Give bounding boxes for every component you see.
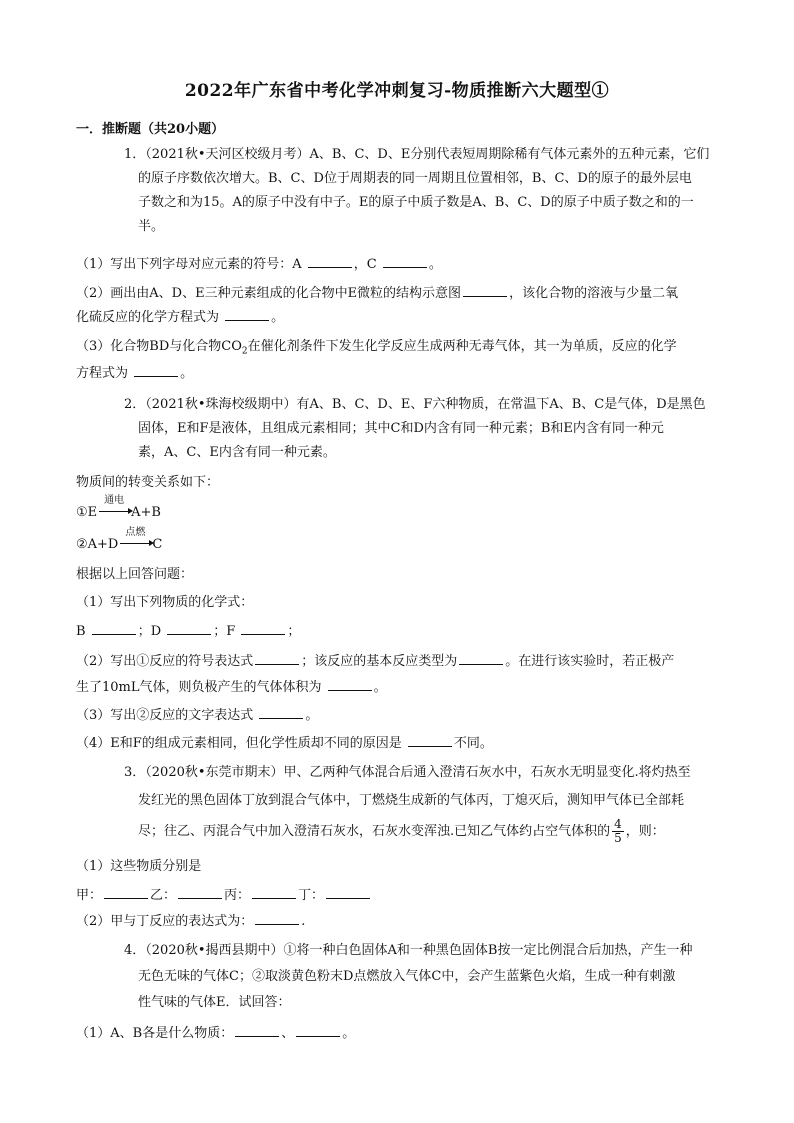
q2-line-2: 固体，E和F是液体，且组成元素相同；其中C和D内含有同一种元素；B和E内含有同一种元 xyxy=(138,421,664,436)
q1-line-2: 的原子序数依次增大。B、C、D位于周期表的同一周期且位置相邻，B、C、D的原子的最外层电 xyxy=(138,171,692,186)
answer-blank[interactable] xyxy=(408,734,452,747)
answer-blank[interactable] xyxy=(259,706,303,719)
q1-line-4: 半。 xyxy=(138,219,165,234)
answer-blank[interactable] xyxy=(255,652,299,665)
q3-part-1: （1）这些物质分别是 xyxy=(76,859,202,874)
answer-blank[interactable] xyxy=(255,912,299,925)
answer-blank[interactable] xyxy=(178,886,222,899)
answer-blank[interactable] xyxy=(225,308,269,321)
reaction-1: ①E 通电 A+B xyxy=(76,495,161,520)
answer-blank[interactable] xyxy=(241,622,285,635)
q2-part-1-answers: B ；D ；F ； xyxy=(76,624,301,639)
reaction-arrow: 通电 xyxy=(97,504,131,522)
answer-blank[interactable] xyxy=(252,886,296,899)
q3-part-2: （2）甲与丁反应的表达式为： . xyxy=(76,914,306,929)
q2-part-2: （2）写出①反应的符号表达式 ；该反应的基本反应类型为 。在进行该实验时，若正极产 xyxy=(76,654,675,669)
reaction-arrow: 点燃 xyxy=(118,536,152,554)
fraction: $\frac{4}{5}$ xyxy=(614,817,622,845)
answer-blank[interactable] xyxy=(326,886,370,899)
answer-blank[interactable] xyxy=(463,284,507,297)
q4-line-3: 性气味的气体E．试回答： xyxy=(138,995,291,1010)
q1-line-3: 子数之和为15。A的原子中没有中子。E的原子中质子数是A、B、C、D的原子中质子数之和的一 xyxy=(138,195,694,210)
q2-line-5: 根据以上回答问题： xyxy=(76,567,194,582)
answer-blank[interactable] xyxy=(296,1024,340,1037)
q3-part-1-answers: 甲： 乙： 丙： 丁： xyxy=(76,886,372,905)
q1-line-1: 1．（2021秋•天河区校级月考）A、B、C、D、E分别代表短周期除稀有气体元素外的五种元素，它们 xyxy=(124,147,710,162)
q1-part-3-cont: 方程式为 。 xyxy=(76,366,194,381)
q4-part-1: （1）A、B各是什么物质： 、 。 xyxy=(76,1026,356,1041)
q4-line-1: 4．（2020秋•揭西县期中）①将一种白色固体A和一种黑色固体B按一定比例混合后加热，产生一种 xyxy=(124,943,693,958)
answer-blank[interactable] xyxy=(308,255,352,268)
q2-part-2-cont: 生了10mL气体，则负极产生的气体体积为 。 xyxy=(76,680,387,695)
q2-part-4: （4）E和F的组成元素相同，但化学性质却不同的原因是 不同。 xyxy=(76,736,493,751)
answer-blank[interactable] xyxy=(328,678,372,691)
q1-part-1: （1）写出下列字母对应元素的符号：A ，C 。 xyxy=(76,257,442,272)
q2-part-1: （1）写出下列物质的化学式： xyxy=(76,595,254,610)
section-heading: 一．推断题（共20小题） xyxy=(76,122,225,137)
q1-part-2-cont: 化硫反应的化学方程式为 。 xyxy=(76,310,285,325)
answer-blank[interactable] xyxy=(92,622,136,635)
answer-blank[interactable] xyxy=(235,1024,279,1037)
q3-line-3: 尽；往乙、丙混合气中加入澄清石灰水，石灰水变浑浊.已知乙气体约占空气体积的 $\frac{4}{5}$ ，则： xyxy=(138,817,665,845)
q2-part-3: （3）写出②反应的文字表达式 。 xyxy=(76,708,319,723)
q1-part-3: （3）化合物BD与化合物$CO_2$在催化剂条件下发生化学反应生成两种无毒气体，其一为单质，反应的化学 xyxy=(76,339,677,357)
q4-line-2: 无色无味的气体C；②取淡黄色粉末D点燃放入气体C中，会产生蓝紫色火焰，生成一种有刺激 xyxy=(138,969,676,984)
answer-blank[interactable] xyxy=(383,255,427,268)
answer-blank[interactable] xyxy=(134,364,178,377)
page-title: 2022年广东省中考化学冲刺复习-物质推断六大题型① xyxy=(184,81,610,101)
answer-blank[interactable] xyxy=(104,886,148,899)
q3-line-1: 3．（2020秋•东莞市期末）甲、乙两种气体混合后通入澄清石灰水中，石灰水无明显变化.将灼热至 xyxy=(124,765,691,780)
q2-line-3: 素，A、C、E内含有同一种元素。 xyxy=(138,445,336,460)
answer-blank[interactable] xyxy=(459,652,503,665)
q3-line-2: 发红光的黑色固体丁放到混合气体中，丁燃烧生成新的气体丙，丁熄灭后，测知甲气体已全部耗 xyxy=(138,793,685,808)
q2-line-1: 2．（2021秋•珠海校级期中）有A、B、C、D、E、F六种物质，在常温下A、B、C是气体，D是黑色 xyxy=(124,397,706,412)
answer-blank[interactable] xyxy=(167,622,211,635)
q2-line-4: 物质间的转变关系如下： xyxy=(76,475,220,490)
reaction-2: ②A+D 点燃 C xyxy=(76,527,163,552)
q1-part-2: （2）画出由A、D、E三种元素组成的化合物中E微粒的结构示意图 ，该化合物的溶液与少量二氧 xyxy=(76,286,679,301)
